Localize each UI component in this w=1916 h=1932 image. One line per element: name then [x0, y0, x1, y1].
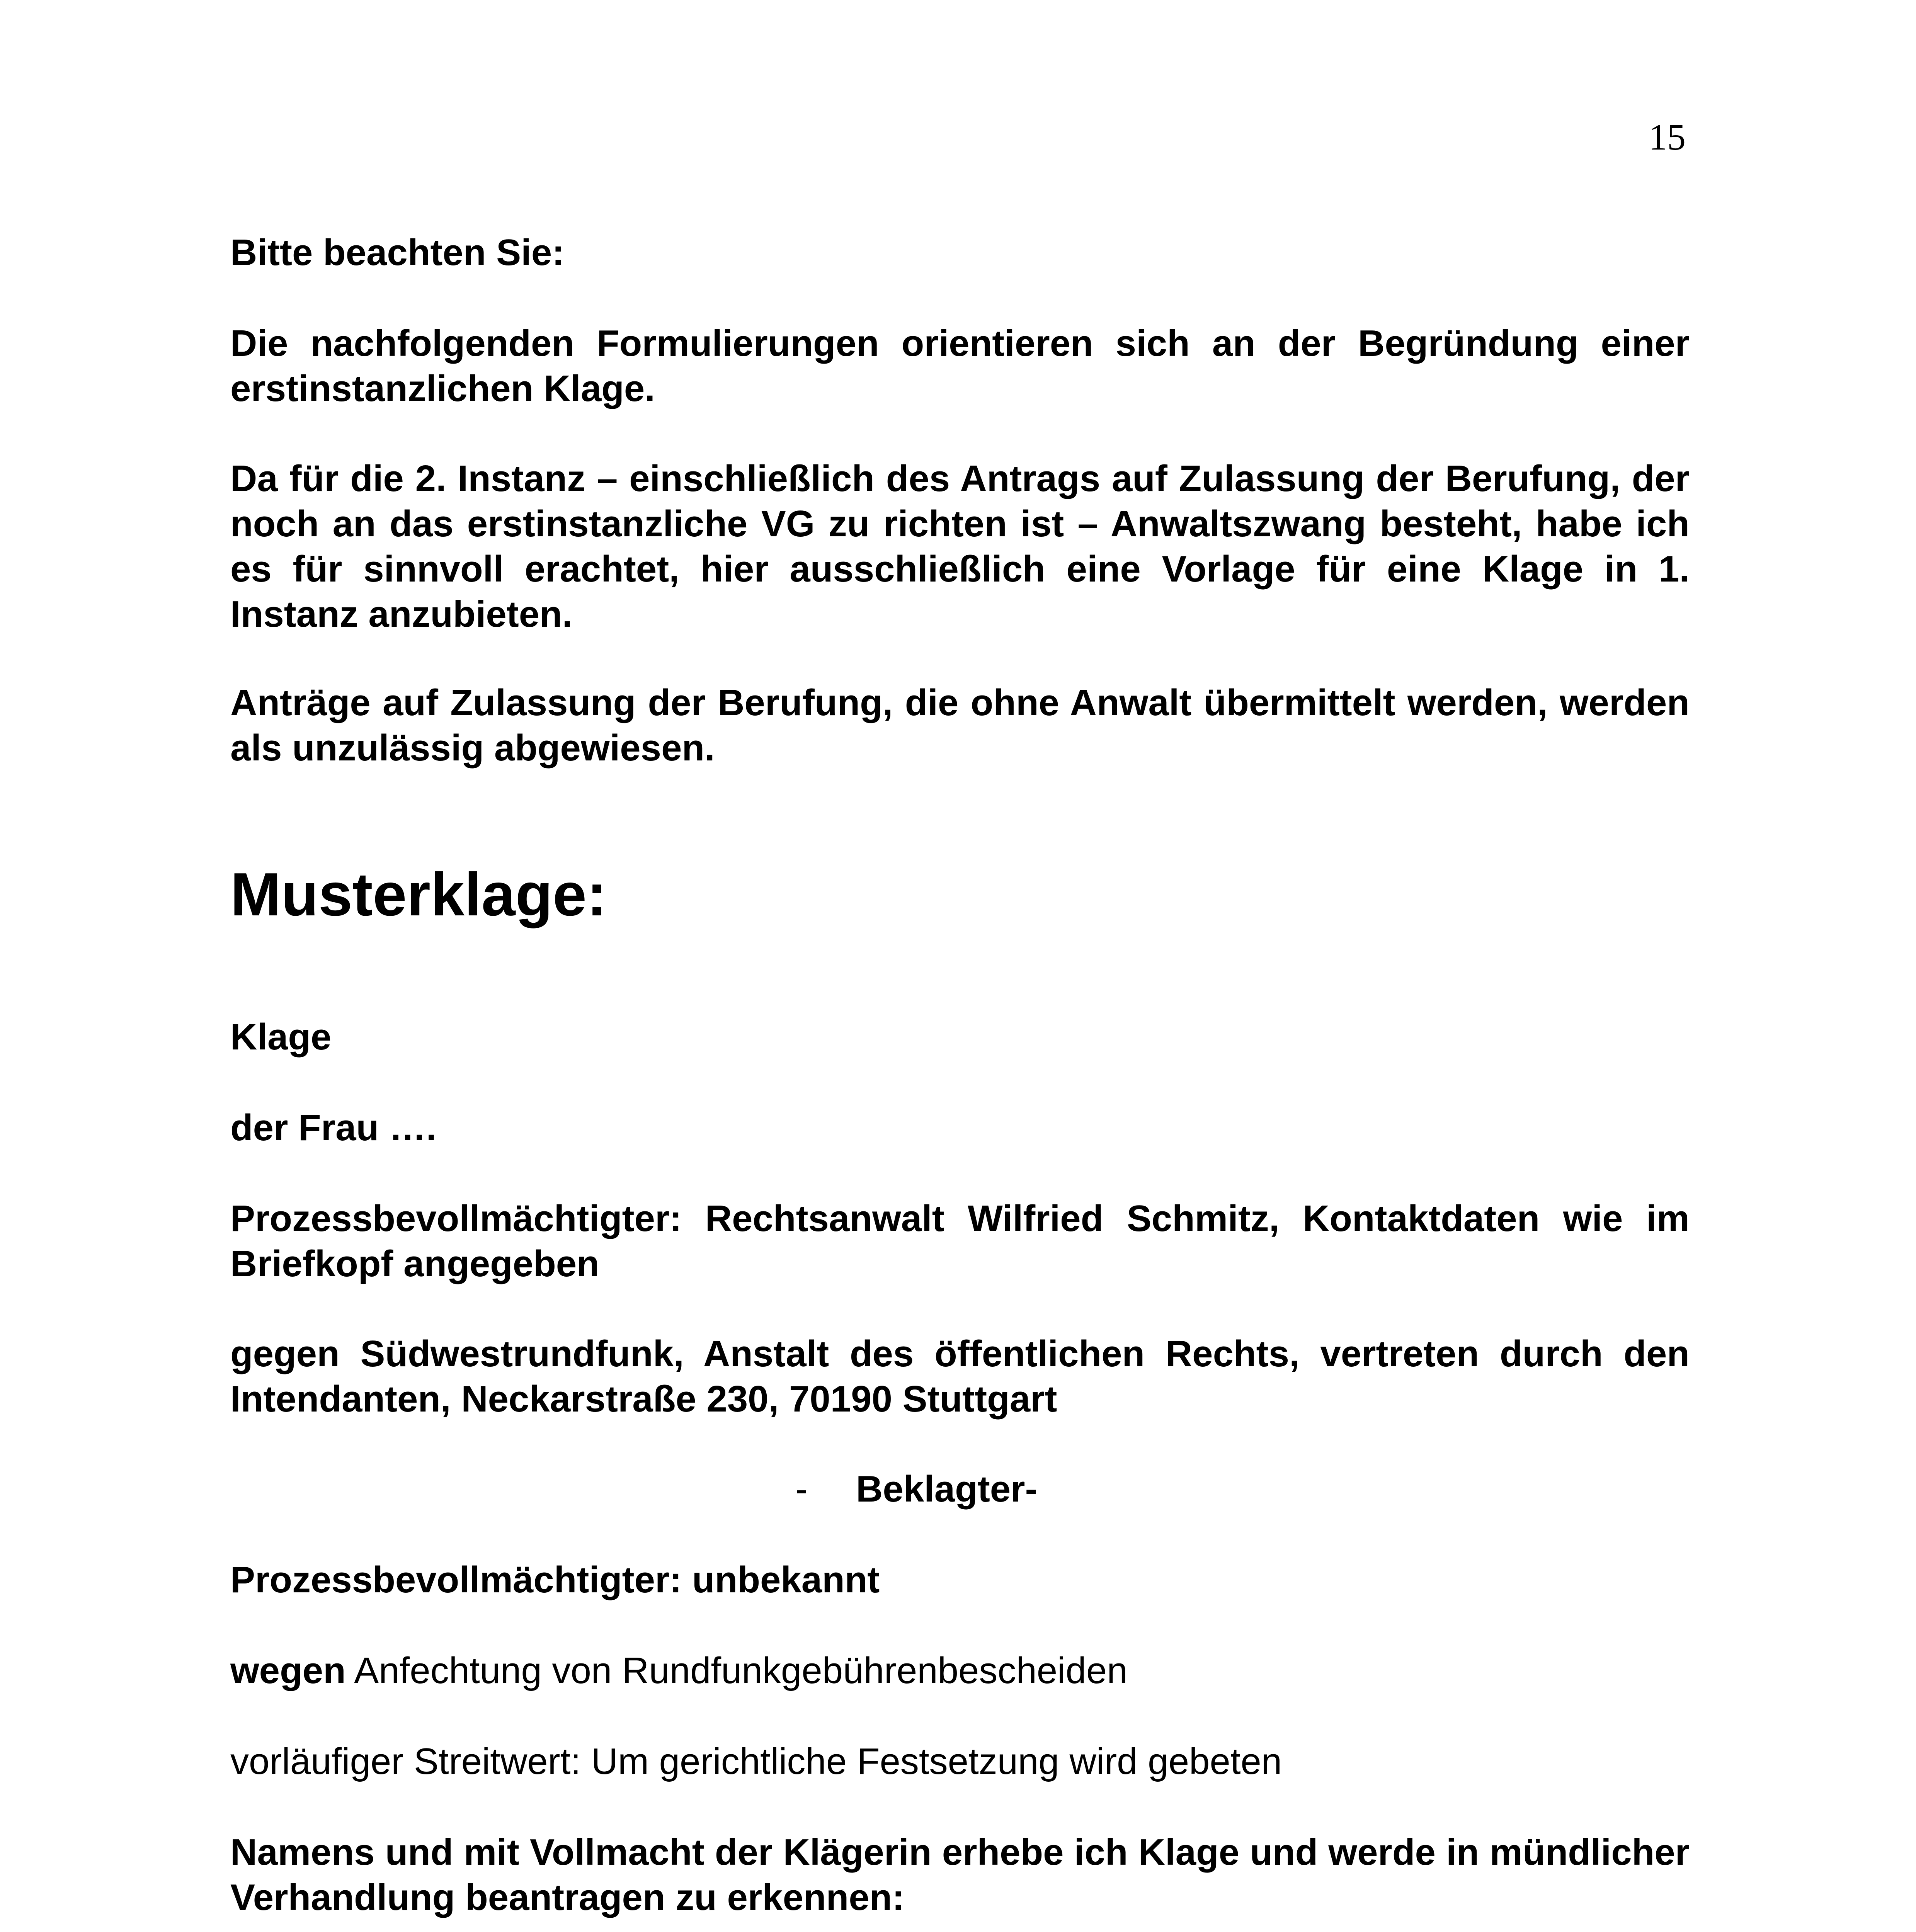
subject-text: Anfechtung von Rundfunkgebührenbescheiden — [345, 1650, 1128, 1691]
defendant-representative: Prozessbevollmächtigter: unbekannt — [230, 1559, 880, 1600]
claim-intro: Namens und mit Vollmacht der Klägerin erhebe ich Klage und werde in mündlicher Verhandlung beantragen zu erkennen: — [230, 1832, 1690, 1918]
role-dash: - — [795, 1468, 808, 1510]
role-label: Beklagter- — [856, 1468, 1038, 1510]
plaintiff-representative: Prozessbevollmächtigter: Rechtsanwalt Wilfried Schmitz, Kontaktdaten wie im Briefkopf angegeben — [230, 1198, 1690, 1284]
subject-label: wegen — [230, 1650, 346, 1691]
notice-title: Bitte beachten Sie: — [230, 232, 565, 273]
subject-line — [230, 1648, 1690, 1693]
klage-title: Klage — [230, 1016, 332, 1058]
notice-paragraph-1: Die nachfolgenden Formulierungen orientieren sich an der Begründung einer erstinstanzlichen Klage. — [230, 323, 1690, 409]
notice-paragraph-2: Da für die 2. Instanz – einschließlich des Antrags auf Zulassung der Berufung, der noch an das erstinstanzliche VG zu richten ist – Anwaltszwang besteht, habe ich es für sinnvoll erachtet, hier ausschließlich eine Vorlage für eine Klage in 1. Instanz anzubieten. — [230, 458, 1690, 635]
page-number: 15 — [1649, 116, 1686, 158]
defendant-line: gegen Südwestrundfunk, Anstalt des öffentlichen Rechts, vertreten durch den Intendanten, Neckarstraße 230, 70190 Stuttgart — [230, 1333, 1690, 1420]
defendant-role — [795, 1466, 1038, 1512]
plaintiff-line: der Frau …. — [230, 1107, 437, 1148]
section-heading: Musterklage: — [230, 861, 607, 929]
notice-paragraph-3: Anträge auf Zulassung der Berufung, die ohne Anwalt übermittelt werden, werden als unzulässig abgewiesen. — [230, 682, 1690, 769]
streitwert-line: vorläufiger Streitwert: Um gerichtliche Festsetzung wird gebeten — [230, 1741, 1282, 1782]
